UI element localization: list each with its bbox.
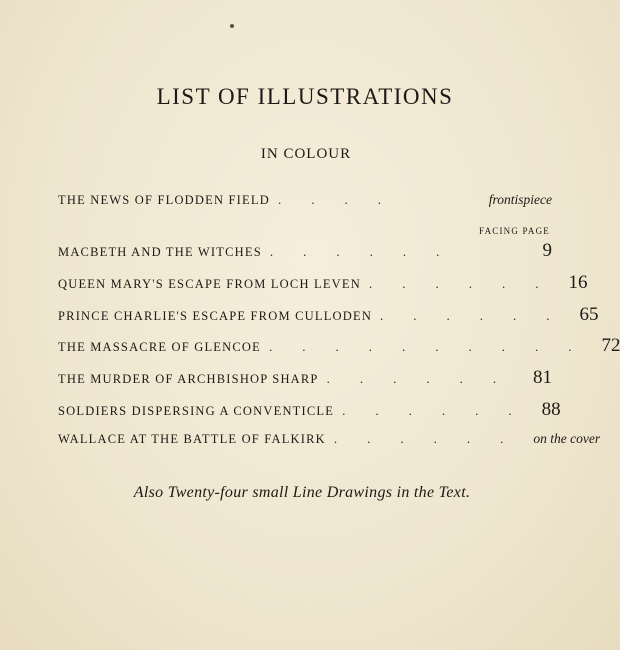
illustration-page: on the cover (533, 431, 601, 446)
illustration-page: 72 (601, 335, 620, 356)
ink-speck (230, 24, 234, 28)
illustration-page: frontispiece (488, 192, 552, 207)
list-item (58, 304, 599, 325)
illustration-title: SOLDIERS DISPERSING A CONVENTICLE (58, 404, 335, 418)
facing-page-label: FACING PAGE (479, 226, 550, 236)
list-item (58, 192, 552, 212)
section-heading: IN COLOUR (260, 146, 352, 162)
dot-leader: ...... (269, 244, 470, 259)
dot-leader: ...... (333, 431, 534, 446)
illustration-title: QUEEN MARY'S ESCAPE FROM LOCH LEVEN (58, 277, 361, 291)
illustration-title: THE MURDER OF ARCHBISHOP SHARP (58, 372, 319, 386)
list-item (58, 399, 561, 420)
illustration-page: 9 (542, 240, 552, 261)
list-item (58, 367, 552, 387)
dot-leader: .......... (268, 339, 602, 354)
illustration-title: THE MASSACRE OF GLENCOE (58, 340, 261, 354)
dot-leader: ...... (368, 276, 569, 291)
illustration-title: THE NEWS OF FLODDEN FIELD (58, 193, 270, 207)
footer-note: Also Twenty-four small Line Drawings in the Text. (133, 484, 471, 501)
dot-leader: ...... (326, 371, 527, 386)
illustration-page: 65 (579, 304, 599, 325)
page-title: LIST OF ILLUSTRATIONS (156, 84, 454, 109)
list-item (58, 431, 601, 451)
illustration-page: 88 (541, 399, 561, 420)
illustration-title: MACBETH AND THE WITCHES (58, 245, 262, 259)
illustration-title: PRINCE CHARLIE'S ESCAPE FROM CULLODEN (58, 309, 373, 323)
list-item (58, 240, 552, 260)
illustration-page: 16 (568, 272, 588, 293)
list-item (58, 335, 620, 356)
dot-leader: ...... (380, 308, 580, 323)
dot-leader: ...... (342, 403, 542, 418)
illustration-title: WALLACE AT THE BATTLE OF FALKIRK (58, 432, 326, 446)
dot-leader: .... (277, 192, 411, 207)
list-item (58, 272, 588, 293)
illustration-page: 81 (533, 367, 552, 388)
